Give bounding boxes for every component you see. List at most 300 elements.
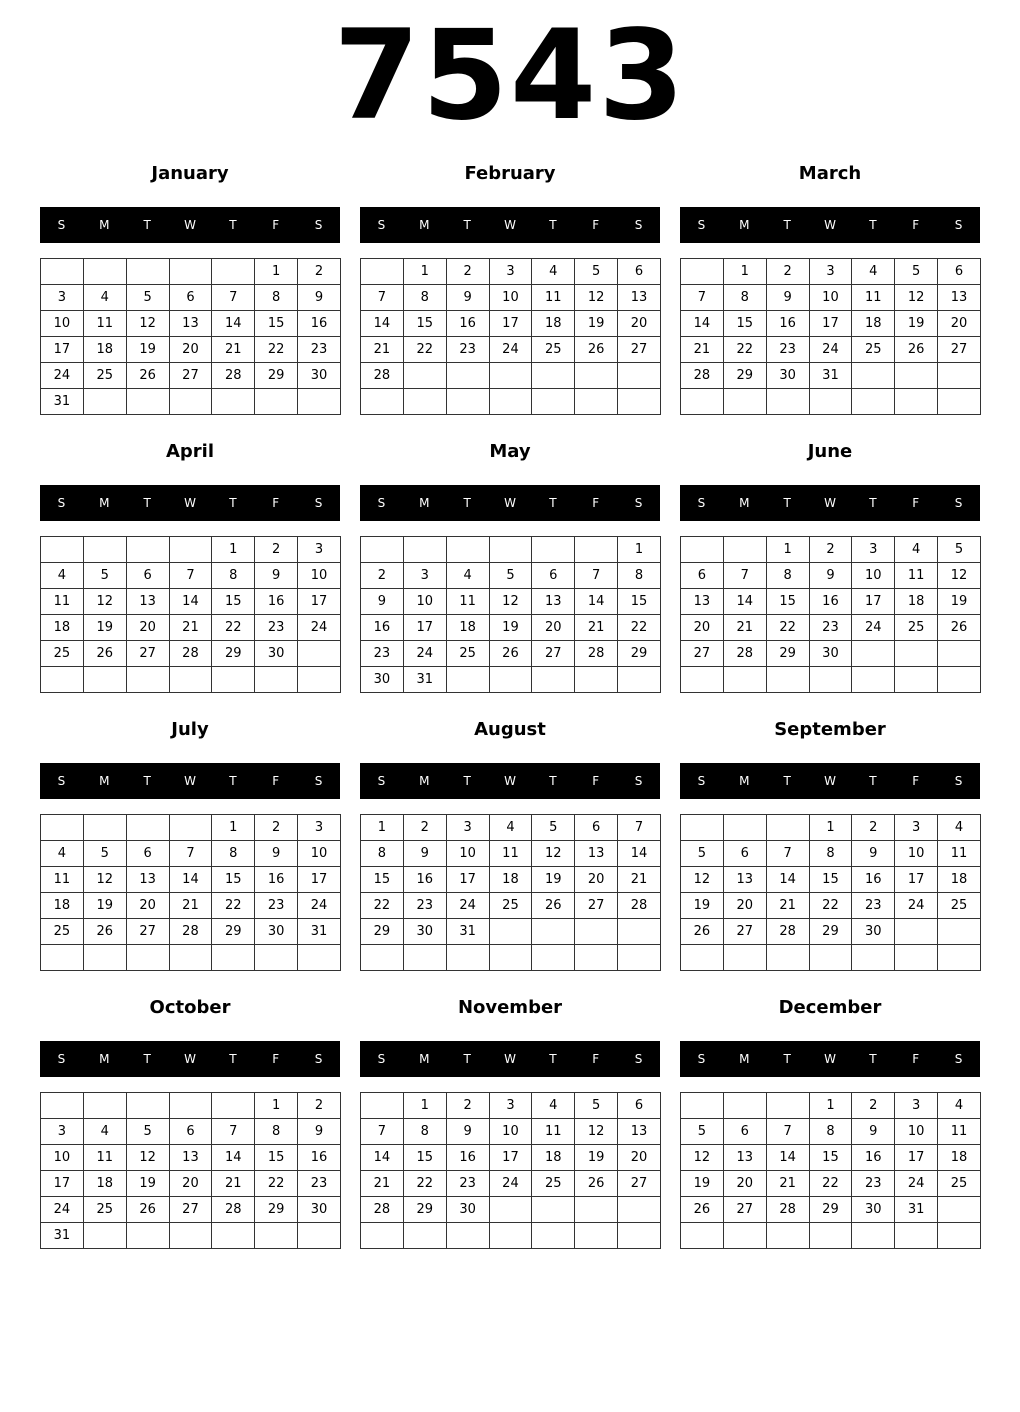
day-cell: 8 bbox=[618, 563, 661, 589]
day-cell: 27 bbox=[618, 1171, 661, 1197]
day-cell: 18 bbox=[83, 1171, 126, 1197]
day-cell: 8 bbox=[212, 841, 255, 867]
weekday-header bbox=[680, 207, 980, 243]
day-cell: 30 bbox=[255, 641, 298, 667]
day-cell: 23 bbox=[809, 615, 852, 641]
empty-cell bbox=[895, 919, 938, 945]
week-row bbox=[361, 641, 661, 667]
day-cell: 13 bbox=[169, 311, 212, 337]
day-cell: 24 bbox=[895, 893, 938, 919]
day-cell: 8 bbox=[403, 285, 446, 311]
day-cell: 20 bbox=[532, 615, 575, 641]
week-row bbox=[41, 537, 341, 563]
day-cell: 5 bbox=[575, 259, 618, 285]
week-row bbox=[361, 1171, 661, 1197]
day-cell: 6 bbox=[126, 841, 169, 867]
day-cell: 24 bbox=[298, 893, 341, 919]
weekday-label: S bbox=[634, 496, 643, 510]
weekday-label: W bbox=[184, 774, 196, 788]
week-row bbox=[681, 919, 981, 945]
day-cell: 1 bbox=[809, 815, 852, 841]
day-cell: 6 bbox=[618, 1093, 661, 1119]
week-row bbox=[41, 1223, 341, 1249]
empty-cell bbox=[169, 259, 212, 285]
day-cell: 19 bbox=[126, 1171, 169, 1197]
week-row bbox=[41, 919, 341, 945]
week-row bbox=[681, 1119, 981, 1145]
day-cell: 24 bbox=[41, 363, 84, 389]
day-cell: 17 bbox=[41, 1171, 84, 1197]
day-cell: 18 bbox=[41, 615, 84, 641]
day-cell: 24 bbox=[489, 337, 532, 363]
day-cell: 12 bbox=[575, 1119, 618, 1145]
empty-cell bbox=[255, 667, 298, 693]
month-name: November bbox=[457, 997, 563, 1018]
day-cell: 24 bbox=[895, 1171, 938, 1197]
month-name: January bbox=[151, 163, 229, 184]
day-cell: 13 bbox=[723, 1145, 766, 1171]
day-cell: 20 bbox=[723, 893, 766, 919]
week-row bbox=[361, 311, 661, 337]
day-cell: 2 bbox=[852, 815, 895, 841]
week-row bbox=[361, 615, 661, 641]
day-cell: 25 bbox=[83, 1197, 126, 1223]
day-cell: 9 bbox=[809, 563, 852, 589]
day-cell: 19 bbox=[575, 311, 618, 337]
empty-cell bbox=[852, 363, 895, 389]
day-cell: 5 bbox=[681, 841, 724, 867]
day-cell: 15 bbox=[361, 867, 404, 893]
week-row bbox=[41, 1119, 341, 1145]
day-cell: 3 bbox=[446, 815, 489, 841]
day-cell: 16 bbox=[446, 311, 489, 337]
empty-cell bbox=[895, 363, 938, 389]
empty-cell bbox=[169, 389, 212, 415]
day-cell: 6 bbox=[618, 259, 661, 285]
day-cell: 26 bbox=[83, 641, 126, 667]
day-cell: 15 bbox=[618, 589, 661, 615]
month-name: October bbox=[149, 997, 231, 1018]
weekday-label: M bbox=[99, 774, 110, 788]
empty-cell bbox=[41, 259, 84, 285]
week-row bbox=[361, 563, 661, 589]
day-cell: 28 bbox=[212, 1197, 255, 1223]
day-cell: 26 bbox=[83, 919, 126, 945]
empty-cell bbox=[446, 945, 489, 971]
day-cell: 15 bbox=[766, 589, 809, 615]
weekday-label: F bbox=[592, 496, 600, 510]
day-cell: 14 bbox=[212, 1145, 255, 1171]
weekday-label: W bbox=[824, 496, 836, 510]
day-cell: 4 bbox=[83, 1119, 126, 1145]
day-cell: 4 bbox=[83, 285, 126, 311]
weekday-label: T bbox=[143, 218, 151, 232]
day-cell: 12 bbox=[126, 1145, 169, 1171]
week-row bbox=[681, 363, 981, 389]
week-row bbox=[361, 1197, 661, 1223]
day-cell: 20 bbox=[618, 1145, 661, 1171]
empty-cell bbox=[723, 815, 766, 841]
day-cell: 22 bbox=[809, 1171, 852, 1197]
day-cell: 2 bbox=[446, 1093, 489, 1119]
empty-cell bbox=[618, 1197, 661, 1223]
day-cell: 2 bbox=[809, 537, 852, 563]
week-row bbox=[41, 337, 341, 363]
day-cell: 2 bbox=[446, 259, 489, 285]
day-cell: 6 bbox=[532, 563, 575, 589]
day-cell: 25 bbox=[532, 1171, 575, 1197]
week-row bbox=[41, 363, 341, 389]
days-table bbox=[680, 814, 981, 971]
day-cell: 12 bbox=[681, 1145, 724, 1171]
day-cell: 5 bbox=[681, 1119, 724, 1145]
day-cell: 5 bbox=[126, 1119, 169, 1145]
day-cell: 14 bbox=[723, 589, 766, 615]
day-cell: 24 bbox=[852, 615, 895, 641]
day-cell: 26 bbox=[575, 1171, 618, 1197]
weekday-label: W bbox=[184, 1052, 196, 1066]
day-cell: 9 bbox=[298, 285, 341, 311]
day-cell: 18 bbox=[938, 867, 981, 893]
weekday-label: M bbox=[739, 496, 750, 510]
weekday-label: S bbox=[57, 496, 66, 510]
empty-cell bbox=[766, 667, 809, 693]
empty-cell bbox=[169, 1223, 212, 1249]
month-name: February bbox=[464, 163, 556, 184]
day-cell: 19 bbox=[83, 893, 126, 919]
weekday-label: T bbox=[869, 1052, 877, 1066]
day-cell: 10 bbox=[41, 1145, 84, 1171]
day-cell: 22 bbox=[255, 1171, 298, 1197]
empty-cell bbox=[126, 1093, 169, 1119]
empty-cell bbox=[575, 919, 618, 945]
weekday-label: S bbox=[377, 1052, 386, 1066]
empty-cell bbox=[618, 667, 661, 693]
weekday-header bbox=[40, 485, 340, 521]
day-cell: 24 bbox=[446, 893, 489, 919]
weekday-label: S bbox=[57, 1052, 66, 1066]
weekday-label: T bbox=[143, 774, 151, 788]
empty-cell bbox=[403, 537, 446, 563]
month-name: April bbox=[165, 441, 215, 462]
day-cell: 25 bbox=[83, 363, 126, 389]
empty-cell bbox=[446, 363, 489, 389]
days-table bbox=[680, 258, 981, 415]
empty-cell bbox=[361, 945, 404, 971]
day-cell: 7 bbox=[169, 563, 212, 589]
day-cell: 23 bbox=[361, 641, 404, 667]
day-cell: 18 bbox=[895, 589, 938, 615]
empty-cell bbox=[298, 1223, 341, 1249]
empty-cell bbox=[618, 363, 661, 389]
day-cell: 20 bbox=[169, 337, 212, 363]
day-cell: 23 bbox=[446, 1171, 489, 1197]
day-cell: 15 bbox=[809, 1145, 852, 1171]
empty-cell bbox=[298, 389, 341, 415]
weekday-label: S bbox=[377, 218, 386, 232]
week-row bbox=[681, 667, 981, 693]
empty-cell bbox=[852, 945, 895, 971]
day-cell: 16 bbox=[852, 1145, 895, 1171]
weekday-label: S bbox=[634, 218, 643, 232]
empty-cell bbox=[489, 1197, 532, 1223]
day-cell: 11 bbox=[532, 1119, 575, 1145]
day-cell: 6 bbox=[681, 563, 724, 589]
week-row bbox=[681, 841, 981, 867]
empty-cell bbox=[255, 389, 298, 415]
day-cell: 24 bbox=[489, 1171, 532, 1197]
day-cell: 9 bbox=[446, 285, 489, 311]
weekday-label: S bbox=[314, 774, 323, 788]
weekday-label: S bbox=[634, 1052, 643, 1066]
day-cell: 9 bbox=[255, 563, 298, 589]
day-cell: 22 bbox=[403, 337, 446, 363]
day-cell: 21 bbox=[766, 893, 809, 919]
day-cell: 29 bbox=[723, 363, 766, 389]
empty-cell bbox=[618, 919, 661, 945]
weekday-label: S bbox=[57, 774, 66, 788]
empty-cell bbox=[212, 667, 255, 693]
day-cell: 17 bbox=[403, 615, 446, 641]
empty-cell bbox=[361, 1223, 404, 1249]
day-cell: 29 bbox=[403, 1197, 446, 1223]
weekday-label: W bbox=[184, 218, 196, 232]
day-cell: 25 bbox=[446, 641, 489, 667]
day-cell: 4 bbox=[41, 841, 84, 867]
weekday-label: S bbox=[697, 496, 706, 510]
day-cell: 16 bbox=[255, 867, 298, 893]
day-cell: 10 bbox=[489, 285, 532, 311]
day-cell: 4 bbox=[938, 1093, 981, 1119]
day-cell: 10 bbox=[41, 311, 84, 337]
day-cell: 14 bbox=[575, 589, 618, 615]
day-cell: 9 bbox=[446, 1119, 489, 1145]
day-cell: 7 bbox=[723, 563, 766, 589]
day-cell: 2 bbox=[255, 815, 298, 841]
day-cell: 11 bbox=[938, 1119, 981, 1145]
day-cell: 27 bbox=[723, 1197, 766, 1223]
day-cell: 16 bbox=[852, 867, 895, 893]
day-cell: 3 bbox=[298, 537, 341, 563]
day-cell: 15 bbox=[723, 311, 766, 337]
week-row bbox=[361, 537, 661, 563]
day-cell: 26 bbox=[681, 1197, 724, 1223]
day-cell: 3 bbox=[895, 1093, 938, 1119]
day-cell: 29 bbox=[618, 641, 661, 667]
weekday-label: T bbox=[229, 496, 237, 510]
day-cell: 19 bbox=[532, 867, 575, 893]
day-cell: 16 bbox=[446, 1145, 489, 1171]
weekday-label: T bbox=[549, 1052, 557, 1066]
week-row bbox=[681, 945, 981, 971]
empty-cell bbox=[766, 945, 809, 971]
empty-cell bbox=[489, 363, 532, 389]
empty-cell bbox=[852, 667, 895, 693]
month-name: July bbox=[171, 719, 209, 740]
week-row bbox=[41, 945, 341, 971]
weekday-label: F bbox=[592, 218, 600, 232]
day-cell: 1 bbox=[809, 1093, 852, 1119]
day-cell: 22 bbox=[212, 893, 255, 919]
week-row bbox=[681, 337, 981, 363]
day-cell: 23 bbox=[255, 893, 298, 919]
day-cell: 12 bbox=[489, 589, 532, 615]
empty-cell bbox=[126, 389, 169, 415]
week-row bbox=[681, 1197, 981, 1223]
weekday-label: S bbox=[697, 774, 706, 788]
day-cell: 26 bbox=[681, 919, 724, 945]
day-cell: 14 bbox=[766, 1145, 809, 1171]
weekday-label: S bbox=[954, 496, 963, 510]
days-table bbox=[680, 536, 981, 693]
day-cell: 14 bbox=[212, 311, 255, 337]
day-cell: 19 bbox=[489, 615, 532, 641]
day-cell: 26 bbox=[489, 641, 532, 667]
empty-cell bbox=[938, 389, 981, 415]
day-cell: 22 bbox=[361, 893, 404, 919]
day-cell: 7 bbox=[361, 1119, 404, 1145]
empty-cell bbox=[895, 945, 938, 971]
weekday-label: T bbox=[143, 1052, 151, 1066]
day-cell: 4 bbox=[446, 563, 489, 589]
day-cell: 5 bbox=[126, 285, 169, 311]
week-row bbox=[681, 893, 981, 919]
day-cell: 10 bbox=[895, 841, 938, 867]
week-row bbox=[361, 1119, 661, 1145]
day-cell: 25 bbox=[41, 919, 84, 945]
week-row bbox=[681, 589, 981, 615]
weekday-label: M bbox=[739, 218, 750, 232]
day-cell: 1 bbox=[212, 815, 255, 841]
day-cell: 24 bbox=[298, 615, 341, 641]
weekday-label: W bbox=[504, 1052, 516, 1066]
empty-cell bbox=[298, 641, 341, 667]
empty-cell bbox=[489, 1223, 532, 1249]
empty-cell bbox=[361, 389, 404, 415]
day-cell: 27 bbox=[938, 337, 981, 363]
day-cell: 19 bbox=[575, 1145, 618, 1171]
weekday-label: W bbox=[184, 496, 196, 510]
day-cell: 6 bbox=[575, 815, 618, 841]
day-cell: 8 bbox=[403, 1119, 446, 1145]
empty-cell bbox=[403, 389, 446, 415]
days-table bbox=[680, 1092, 981, 1249]
day-cell: 5 bbox=[83, 841, 126, 867]
day-cell: 7 bbox=[575, 563, 618, 589]
empty-cell bbox=[532, 537, 575, 563]
day-cell: 29 bbox=[255, 1197, 298, 1223]
weekday-header bbox=[360, 763, 660, 799]
day-cell: 28 bbox=[169, 919, 212, 945]
weekday-label: W bbox=[824, 774, 836, 788]
day-cell: 4 bbox=[41, 563, 84, 589]
day-cell: 31 bbox=[895, 1197, 938, 1223]
day-cell: 16 bbox=[403, 867, 446, 893]
day-cell: 19 bbox=[895, 311, 938, 337]
day-cell: 4 bbox=[489, 815, 532, 841]
week-row bbox=[361, 945, 661, 971]
empty-cell bbox=[809, 389, 852, 415]
day-cell: 25 bbox=[41, 641, 84, 667]
day-cell: 12 bbox=[895, 285, 938, 311]
empty-cell bbox=[169, 667, 212, 693]
week-row bbox=[361, 285, 661, 311]
weekday-label: F bbox=[912, 1052, 920, 1066]
weekday-label: T bbox=[549, 774, 557, 788]
weekday-label: T bbox=[549, 496, 557, 510]
days-table bbox=[40, 536, 341, 693]
day-cell: 17 bbox=[852, 589, 895, 615]
weekday-label: T bbox=[869, 496, 877, 510]
day-cell: 18 bbox=[852, 311, 895, 337]
empty-cell bbox=[681, 667, 724, 693]
weekday-label: M bbox=[419, 218, 430, 232]
day-cell: 21 bbox=[618, 867, 661, 893]
day-cell: 7 bbox=[212, 1119, 255, 1145]
empty-cell bbox=[169, 1093, 212, 1119]
weekday-label: T bbox=[143, 496, 151, 510]
day-cell: 21 bbox=[723, 615, 766, 641]
day-cell: 10 bbox=[298, 563, 341, 589]
week-row bbox=[41, 1093, 341, 1119]
weekday-label: M bbox=[739, 774, 750, 788]
day-cell: 13 bbox=[126, 589, 169, 615]
day-cell: 25 bbox=[489, 893, 532, 919]
day-cell: 11 bbox=[83, 311, 126, 337]
empty-cell bbox=[446, 389, 489, 415]
empty-cell bbox=[169, 537, 212, 563]
day-cell: 28 bbox=[575, 641, 618, 667]
day-cell: 9 bbox=[852, 1119, 895, 1145]
day-cell: 3 bbox=[895, 815, 938, 841]
week-row bbox=[681, 285, 981, 311]
days-table bbox=[360, 1092, 661, 1249]
empty-cell bbox=[212, 389, 255, 415]
month-name: December bbox=[778, 997, 882, 1018]
empty-cell bbox=[618, 389, 661, 415]
day-cell: 2 bbox=[766, 259, 809, 285]
empty-cell bbox=[489, 945, 532, 971]
empty-cell bbox=[938, 919, 981, 945]
empty-cell bbox=[446, 537, 489, 563]
day-cell: 18 bbox=[938, 1145, 981, 1171]
day-cell: 27 bbox=[681, 641, 724, 667]
day-cell: 20 bbox=[618, 311, 661, 337]
weekday-header bbox=[360, 485, 660, 521]
day-cell: 7 bbox=[681, 285, 724, 311]
empty-cell bbox=[446, 1223, 489, 1249]
empty-cell bbox=[681, 1093, 724, 1119]
day-cell: 3 bbox=[403, 563, 446, 589]
week-row bbox=[41, 841, 341, 867]
day-cell: 17 bbox=[489, 311, 532, 337]
day-cell: 21 bbox=[169, 615, 212, 641]
day-cell: 3 bbox=[41, 1119, 84, 1145]
day-cell: 2 bbox=[852, 1093, 895, 1119]
day-cell: 15 bbox=[403, 1145, 446, 1171]
empty-cell bbox=[575, 363, 618, 389]
empty-cell bbox=[126, 259, 169, 285]
weekday-label: T bbox=[783, 496, 791, 510]
day-cell: 1 bbox=[212, 537, 255, 563]
days-table bbox=[40, 258, 341, 415]
day-cell: 6 bbox=[723, 1119, 766, 1145]
weekday-label: S bbox=[954, 218, 963, 232]
day-cell: 18 bbox=[446, 615, 489, 641]
weekday-label: S bbox=[314, 496, 323, 510]
day-cell: 9 bbox=[852, 841, 895, 867]
empty-cell bbox=[41, 537, 84, 563]
